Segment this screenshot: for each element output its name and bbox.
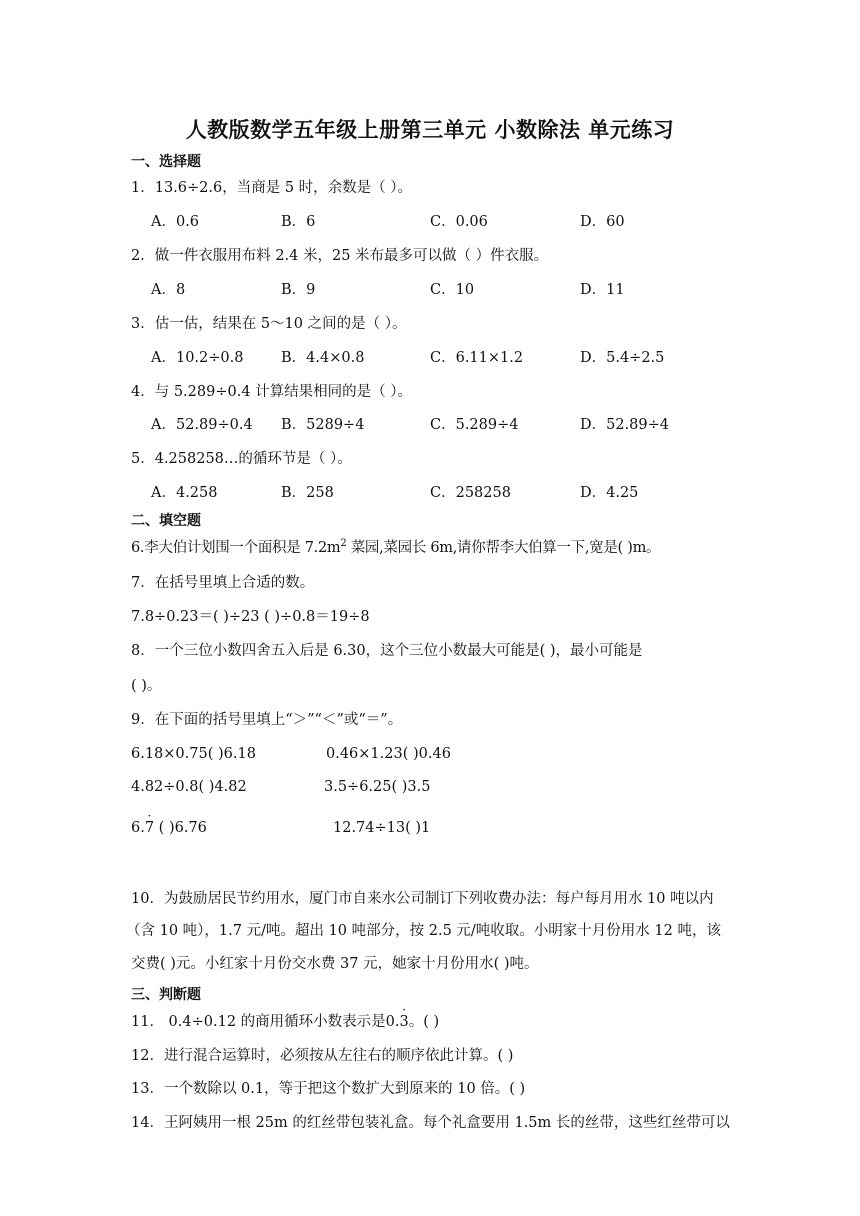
question-13: 13．一个数除以 0.1，等于把这个数扩大到原来的 10 倍。( ) [131, 1081, 526, 1097]
repeating-digit [399, 1003, 409, 1032]
section-heading-choice: 一、选择题 [131, 154, 201, 170]
question-9-row-2-b: 3.5÷6.25( )3.5 [324, 779, 431, 795]
question-11-stem: 11． 0.4÷0.12 的商用循环小数表示是 [131, 1014, 386, 1030]
question-2-stem: 2．做一件衣服用布料 2.4 米，25 米布最多可以做（ ）件衣服。 [131, 248, 549, 264]
question-5-option-d: D．4.25 [580, 485, 639, 501]
question-5-option-a: A．4.258 [151, 485, 218, 501]
question-4-option-b: B．5289÷4 [281, 417, 365, 433]
question-9-stem: 9．在下面的括号里填上“＞”“＜”或“＝”。 [131, 712, 403, 728]
question-2-option-c: C．10 [430, 282, 475, 298]
question-12: 12．进行混合运算时，必须按从左往右的顺序依此计算。( ) [131, 1048, 514, 1064]
question-2-option-a: A．8 [151, 282, 186, 298]
question-11-answer-blank: 。( ) [408, 1014, 440, 1030]
repeating-digit [144, 809, 155, 838]
question-9-row-3-b: 12.74÷13( )1 [333, 820, 431, 836]
question-3-option-a: A．10.2÷0.8 [151, 350, 244, 366]
question-1-option-a: A．0.6 [151, 214, 200, 230]
question-9-row-3-a-rest: ( )6.76 [154, 820, 207, 836]
question-9-row-3-a [131, 809, 207, 838]
question-6-part1: 6.李大伯计划围一个面积是 7.2m [131, 540, 341, 556]
repeating-decimal-integer: 6. [131, 820, 145, 836]
question-6-superscript: 2 [340, 538, 347, 550]
question-10-line-3: 交费( )元。小红家十月份交水费 37 元，她家十月份用水( )吨。 [131, 956, 539, 972]
question-4-option-a: A．52.89÷0.4 [151, 417, 253, 433]
question-8-line-2: ( )。 [131, 678, 162, 694]
question-10-line-2: （含 10 吨），1.7 元/吨。超出 10 吨部分，按 2.5 元/吨收取。小明家十月份用水 12 吨，该 [126, 923, 721, 939]
question-9-row-2-a: 4.82÷0.8( )4.82 [131, 779, 247, 795]
question-6-part2: 菜园,菜园长 6m,请你帮李大伯算一下,宽是( )m。 [346, 540, 661, 556]
question-4-option-c: C．5.289÷4 [430, 417, 519, 433]
question-14: 14．王阿姨用一根 25m 的红丝带包装礼盒。每个礼盒要用 1.5m 长的丝带，这些红丝带可以 [131, 1115, 730, 1131]
question-6 [131, 538, 660, 558]
question-3-option-b: B．4.4×0.8 [281, 350, 365, 366]
question-1-option-d: D．60 [580, 214, 625, 230]
section-heading-fill: 二、填空题 [131, 513, 201, 529]
question-11 [131, 1003, 440, 1032]
question-5-option-b: B．258 [281, 485, 334, 501]
question-4-stem: 4．与 5.289÷0.4 计算结果相同的是（ ）。 [131, 384, 413, 400]
page-title: 人教版数学五年级上册第三单元 小数除法 单元练习 [185, 117, 675, 142]
question-3-stem: 3．估一估，结果在 5～10 之间的是（ ）。 [131, 316, 407, 332]
section-heading-judge: 三、判断题 [131, 987, 201, 1003]
repeating-digit-value: 3 [399, 1014, 409, 1030]
question-10-line-1: 10．为鼓励居民节约用水，厦门市自来水公司制订下列收费办法：每户每月用水 10 吨以内 [131, 891, 714, 907]
question-8-line-1: 8．一个三位小数四舍五入后是 6.30，这个三位小数最大可能是( )，最小可能是 [131, 643, 643, 659]
question-3-option-d: D．5.4÷2.5 [580, 350, 665, 366]
question-2-option-b: B．9 [281, 282, 316, 298]
question-5-option-c: C．258258 [430, 485, 511, 501]
question-9-row-1-b: 0.46×1.23( )0.46 [326, 746, 451, 762]
repeating-decimal-integer: 0. [385, 1014, 400, 1030]
question-1-stem: 1．13.6÷2.6，当商是 5 时，余数是（ ）。 [131, 180, 413, 196]
repeat-dot-icon: · [402, 1003, 407, 1017]
question-5-stem: 5．4.258258…的循环节是（ ）。 [131, 451, 352, 467]
repeat-dot-icon: · [147, 809, 152, 823]
question-1-option-b: B．6 [281, 214, 316, 230]
question-7-line: 7.8÷0.23＝( )÷23 ( )÷0.8＝19÷8 [131, 609, 370, 625]
repeating-digit-value: 7 [144, 820, 155, 836]
question-4-option-d: D．52.89÷4 [580, 417, 670, 433]
question-3-option-c: C．6.11×1.2 [430, 350, 524, 366]
question-7-stem: 7．在括号里填上合适的数。 [131, 575, 315, 591]
question-9-row-1-a: 6.18×0.75( )6.18 [131, 746, 256, 762]
question-2-option-d: D．11 [580, 282, 625, 298]
question-1-option-c: C．0.06 [430, 214, 488, 230]
